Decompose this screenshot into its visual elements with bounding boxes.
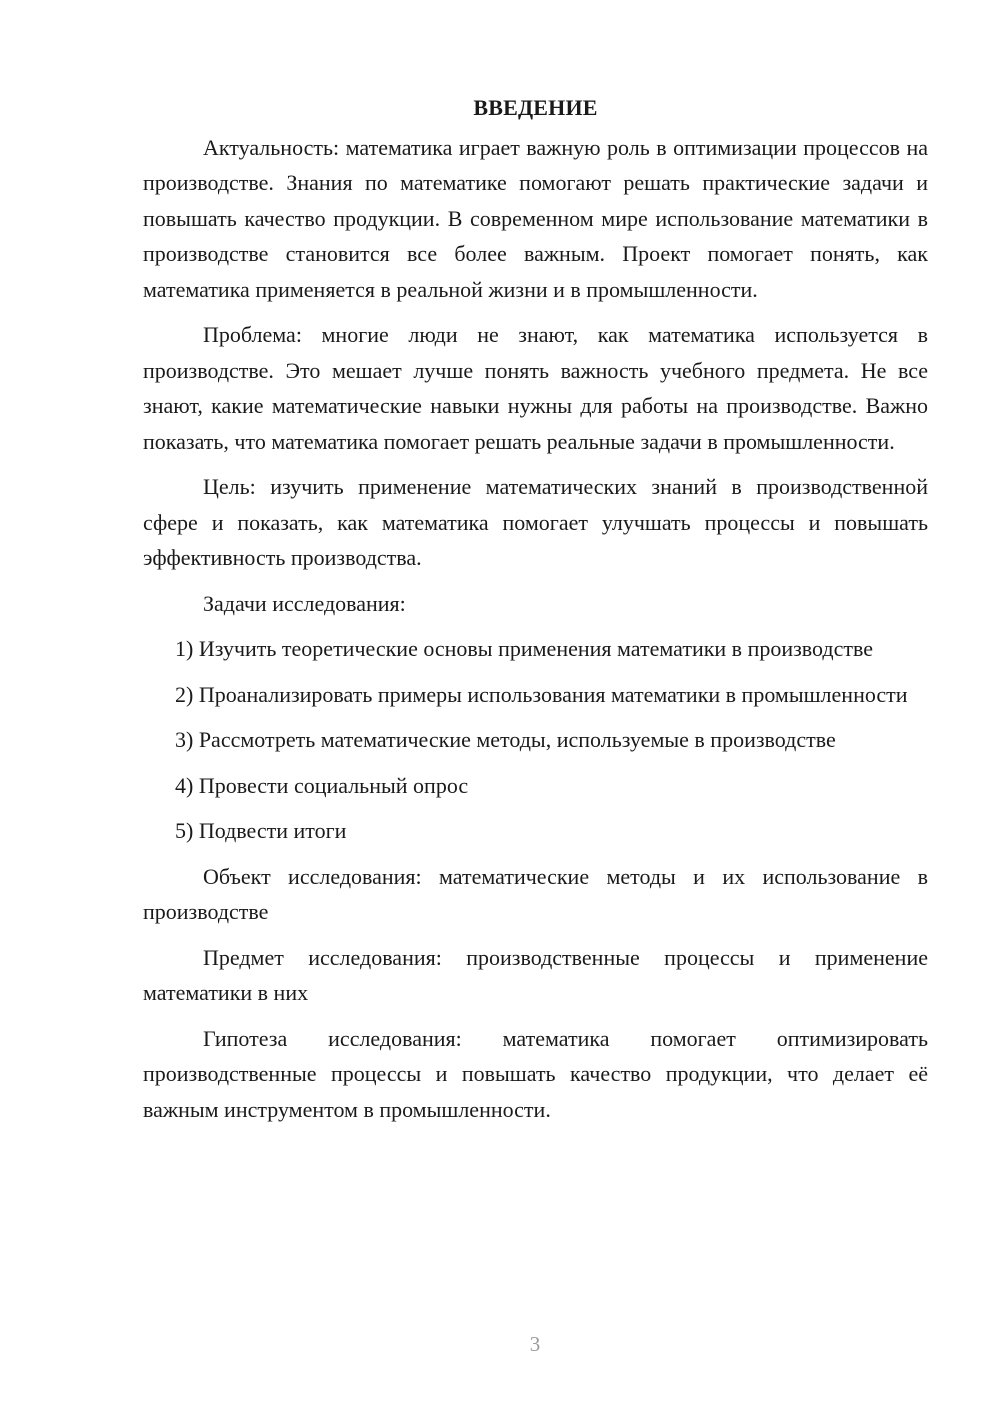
page-title: ВВЕДЕНИЕ (473, 95, 598, 120)
object-paragraph: Объект исследования: математические методы и их использование в производстве (143, 863, 928, 924)
subject-paragraph: Предмет исследования: производственные процессы и применение математики в них (143, 944, 928, 1005)
task-item-3: 3) Рассмотреть математические методы, используемые в производстве (175, 727, 836, 752)
relevance-paragraph: Актуальность: математика играет важную роль в оптимизации процессов на производстве. Знания по математике помогают решать практические задачи и повышать качество продукции. В современном мире использование математики в производстве становится все более важным. Проект помогает понять, как математика применяется в реальной жизни и в промышленности. (143, 134, 928, 302)
document-page (143, 90, 928, 1137)
page-number: 3 (529, 1332, 541, 1356)
hypothesis-paragraph: Гипотеза исследования: математика помогает оптимизировать производственные процессы и повышать качество продукции, что делает её важным инструментом в промышленности. (143, 1025, 928, 1122)
problem-paragraph: Проблема: многие люди не знают, как математика используется в производстве. Это мешает лучше понять важность учебного предмета. Не все знают, какие математические навыки нужны для работы на производстве. Важно показать, что математика помогает решать реальные задачи в промышленности. (143, 322, 928, 454)
task-item-4: 4) Провести социальный опрос (175, 772, 469, 798)
tasks-heading: Задачи исследования: (203, 590, 406, 616)
task-item-1: 1) Изучить теоретические основы применения математики в производстве (175, 636, 874, 661)
task-item-2: 2) Проанализировать примеры использования математики в промышленности (175, 681, 908, 707)
goal-paragraph: Цель: изучить применение математических знаний в производственной сфере и показать, как математика помогает улучшать процессы и повышать эффективность производства. (143, 474, 928, 570)
task-item-5: 5) Подвести итоги (175, 818, 347, 843)
